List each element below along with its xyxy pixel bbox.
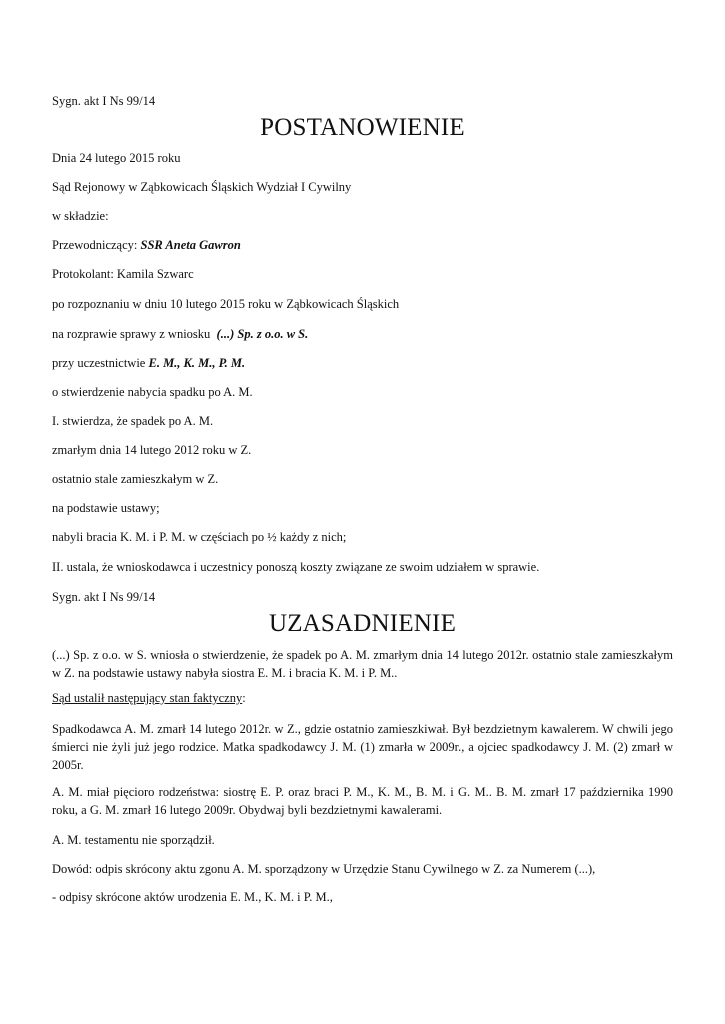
participants-names: E. M., K. M., P. M. bbox=[148, 356, 246, 370]
basis-line: na podstawie ustawy; bbox=[52, 501, 160, 515]
hearing-line: po rozpoznaniu w dniu 10 lutego 2015 roku w Ząbkowicach Śląskich bbox=[52, 297, 400, 311]
chair-label: Przewodniczący: bbox=[52, 238, 141, 252]
chair-line bbox=[52, 238, 241, 253]
court-line: Sąd Rejonowy w Ząbkowicach Śląskich Wydział I Cywilny bbox=[52, 180, 352, 194]
heirs-line: nabyli bracia K. M. i P. M. w częściach po ½ każdy z nich; bbox=[52, 530, 347, 544]
paragraph-evidence: Dowód: odpis skrócony aktu zgonu A. M. sporządzony w Urzędzie Stanu Cywilnego w Z. za Numerem (...), bbox=[52, 862, 596, 876]
participants-label: przy uczestnictwie bbox=[52, 356, 149, 370]
point-1: I. stwierdza, że spadek po A. M. bbox=[52, 414, 214, 428]
paragraph-birth-records: - odpisy skrócone aktów urodzenia E. M., K. M. i P. M., bbox=[52, 890, 333, 904]
chair-name: SSR Aneta Gawron bbox=[140, 238, 241, 252]
date-line: Dnia 24 lutego 2015 roku bbox=[52, 151, 181, 165]
clerk-line: Protokolant: Kamila Szwarc bbox=[52, 267, 194, 281]
composition-line: w składzie: bbox=[52, 209, 109, 223]
case-signature-2: Sygn. akt I Ns 99/14 bbox=[52, 590, 156, 604]
facts-heading-colon: : bbox=[242, 691, 246, 705]
point-2: II. ustala, że wnioskodawca i uczestnicy ponoszą koszty związane ze swoim udziałem w sprawie. bbox=[52, 560, 540, 574]
paragraph-siblings: A. M. miał pięcioro rodzeństwa: siostrę E. P. oraz braci P. M., K. M., B. M. i G. M.. B. M. zmarł 17 października 1990 roku, a G. M. zmarł 16 lutego 2009r. Obydwaj byli bezdzietnymi kawalerami. bbox=[52, 785, 673, 817]
paragraph-no-will: A. M. testamentu nie sporządził. bbox=[52, 833, 215, 847]
case-line bbox=[52, 327, 308, 342]
title-uzasadnienie: UZASADNIENIE bbox=[268, 610, 457, 637]
case-label: na rozprawie sprawy z wniosku bbox=[52, 327, 217, 341]
death-line: zmarłym dnia 14 lutego 2012 roku w Z. bbox=[52, 443, 252, 457]
case-applicant: (...) Sp. z o.o. w S. bbox=[216, 327, 309, 341]
paragraph-request: (...) Sp. z o.o. w S. wniosła o stwierdzenie, że spadek po A. M. zmarłym dnia 14 lutego 2012r. ostatnio stale zamieszkałym w Z. na podstawie ustawy nabyła siostra E. M. i bracia K. M. i P. M.. bbox=[52, 648, 673, 680]
facts-heading-line bbox=[52, 691, 246, 706]
paragraph-deceased: Spadkodawca A. M. zmarł 14 lutego 2012r. w Z., gdzie ostatnio zamieszkiwał. Był bezdzietnym kawalerem. W chwili jego śmierci nie żyli już jego rodzice. Matka spadkodawcy J. M. (1) zmarła w 2009r., a ojciec spadkodawcy J. M. (2) zmarł w 2005r. bbox=[52, 722, 673, 772]
residence-line: ostatnio stale zamieszkałym w Z. bbox=[52, 472, 219, 486]
subject-line: o stwierdzenie nabycia spadku po A. M. bbox=[52, 385, 253, 399]
facts-heading: Sąd ustalił następujący stan faktyczny bbox=[52, 691, 243, 705]
participants-line bbox=[52, 356, 245, 371]
title-postanowienie: POSTANOWIENIE bbox=[260, 114, 465, 141]
case-signature: Sygn. akt I Ns 99/14 bbox=[52, 94, 156, 108]
